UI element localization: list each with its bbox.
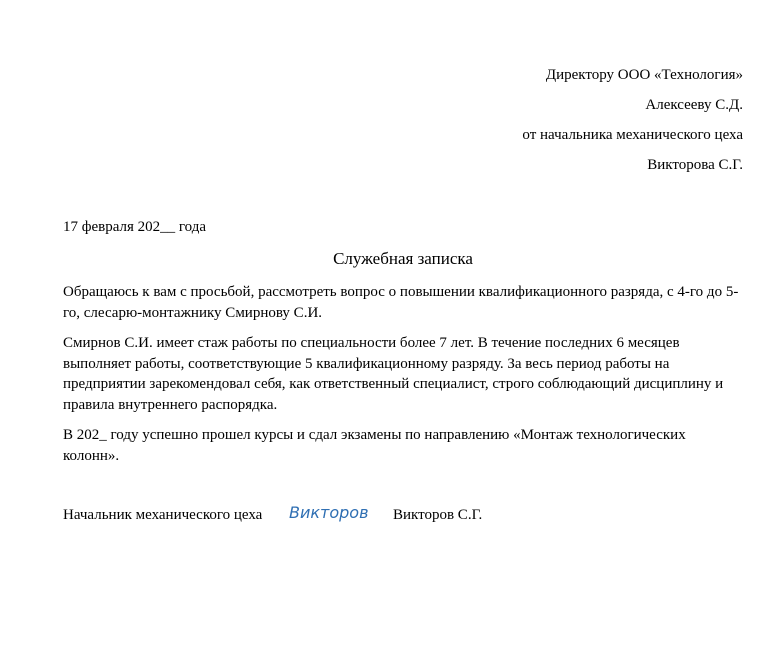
document-title: Служебная записка xyxy=(333,249,473,268)
addressee-block xyxy=(522,64,743,184)
handwritten-signature: Викторов xyxy=(289,503,369,522)
signature-position: Начальник механического цеха xyxy=(63,507,263,523)
body-paragraph: В 202_ году успешно прошел курсы и сдал экзамены по направлению «Монтаж технологических колонн». xyxy=(63,427,686,464)
addressee-line: Викторова С.Г. xyxy=(647,157,743,173)
document-body xyxy=(63,282,743,476)
body-paragraph: Обращаюсь к вам с просьбой, рассмотреть вопрос о повышении квалификационного разряда, с 4-го до 5-го, слесарю-монтажнику Смирнову С.И. xyxy=(63,284,739,321)
addressee-line: от начальника механического цеха xyxy=(522,127,743,143)
addressee-line: Директору ООО «Технология» xyxy=(545,67,743,83)
signature-name: Викторов С.Г. xyxy=(393,507,483,523)
document-date: 17 февраля 202__ года xyxy=(63,219,207,235)
body-paragraph: Смирнов С.И. имеет стаж работы по специальности более 7 лет. В течение последних 6 месяцев выполняет работы, соответствующие 5 квалификационному разряду. За весь период работы на предприятии зарекомендовал себя, как ответственный специалист, строго соблюдающий дисциплину и правила внутреннего распорядка. xyxy=(63,335,724,413)
addressee-line: Алексееву С.Д. xyxy=(645,97,743,113)
